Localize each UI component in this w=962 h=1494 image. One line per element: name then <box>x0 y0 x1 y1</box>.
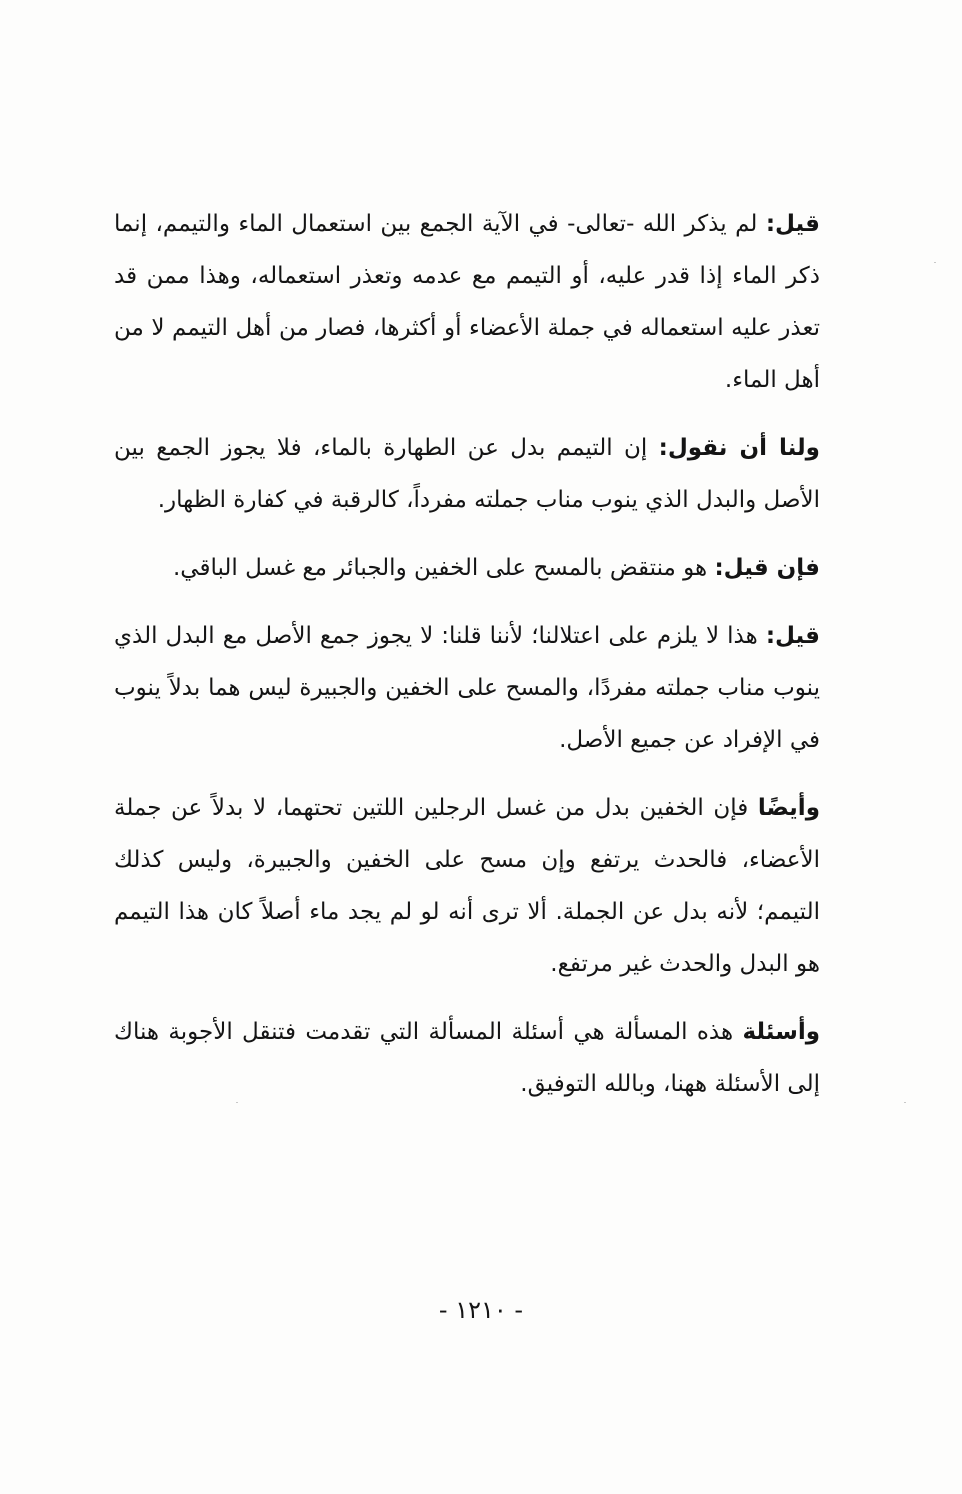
paragraph-lead: فإن قيل: <box>714 555 820 581</box>
paragraph-text: هو منتقض بالمسح على الخفين والجبائر مع غسل الباقي. <box>173 555 715 581</box>
paragraph-text: لم يذكر الله -تعالى- في الآية الجمع بين استعمال الماء والتيمم، إنما ذكر الماء إذا قدر عليه، أو التيمم مع عدمه وتعذر استعماله، وهذا ممن قد تعذر عليه استعماله في جملة الأعضاء أو أكثرها، فصار من أهل التيمم لا من أهل الماء. <box>114 211 820 393</box>
paragraph-lead: قيل: <box>765 211 820 237</box>
paragraph-2 <box>114 422 820 526</box>
paragraph-lead: قيل: <box>765 623 820 649</box>
paragraph-4 <box>114 610 820 766</box>
paragraph-text: هذه المسألة هي أسئلة المسألة التي تقدمت فتنقل الأجوبة هناك إلى الأسئلة ههنا، وبالله التوفيق. <box>114 1019 820 1097</box>
scan-speck <box>934 262 936 263</box>
paragraph-text: إن التيمم بدل عن الطهارة بالماء، فلا يجوز الجمع بين الأصل والبدل الذي ينوب مناب جملته مفرداً، كالرقبة في كفارة الظهار. <box>114 435 820 513</box>
paragraph-text: هذا لا يلزم على اعتلالنا؛ لأننا قلنا: لا يجوز جمع الأصل مع البدل الذي ينوب مناب جملته مفردًا، والمسح على الخفين والجبيرة ليس هما بدلاً ينوب في الإفراد عن جميع الأصل. <box>114 623 820 753</box>
paragraph-lead: وأسئلة <box>742 1019 820 1045</box>
paragraph-lead: وأيضًا <box>757 795 820 821</box>
scan-speck <box>904 1102 906 1103</box>
paragraph-text: فإن الخفين بدل من غسل الرجلين اللتين تحتهما، لا بدلاً عن جملة الأعضاء، فالحدث يرتفع وإن مسح على الخفين والجبيرة، وليس كذلك التيمم؛ لأنه بدل عن الجملة. ألا ترى أنه لو لم يجد ماء أصلاً كان هذا التيمم هو البدل والحدث غير مرتفع. <box>114 795 820 977</box>
paragraph-6 <box>114 1006 820 1110</box>
body-text <box>114 198 820 1126</box>
paragraph-5 <box>114 782 820 990</box>
paragraph-3 <box>114 542 820 594</box>
paragraph-lead: ولنا أن نقول: <box>658 435 820 461</box>
page-number: - ١٢١٠ - <box>438 1296 524 1324</box>
paragraph-1 <box>114 198 820 406</box>
